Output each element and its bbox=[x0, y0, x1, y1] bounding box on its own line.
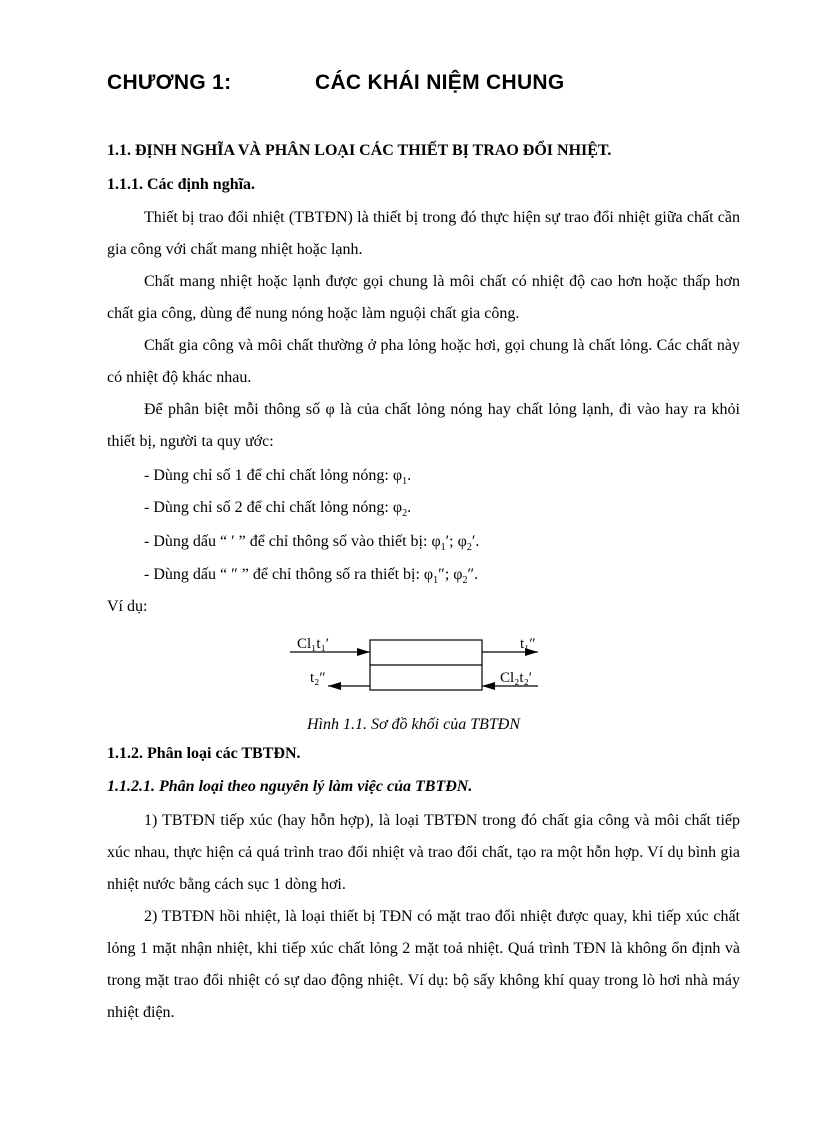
paragraph-convention-intro: Để phân biệt mỗi thông số φ là của chất lỏng nóng hay chất lỏng lạnh, đi vào hay ra khỏi thiết bị, người ta quy ước: bbox=[107, 401, 740, 450]
convention-item: - Dùng dấu “ ′ ” để chỉ thông số vào thiết bị: $\varphi_1'$; $\varphi_2'$. bbox=[144, 533, 480, 554]
example-label: Ví dụ: bbox=[107, 598, 148, 615]
section-1-1-2-1-heading: 1.1.2.1. Phân loại theo nguyên lý làm việc của TBTĐN. bbox=[107, 778, 473, 795]
cold-outlet-arrowhead bbox=[328, 682, 341, 690]
cold-inlet-arrowhead bbox=[482, 682, 495, 690]
convention-item: - Dùng dấu “ ″ ” để chỉ thông số ra thiết bị: $\varphi_1''$; $\varphi_2''$. bbox=[144, 566, 479, 587]
label-hot-inlet: Cl₁t₁′ bbox=[297, 636, 330, 652]
section-1-1-1-heading: 1.1.1. Các định nghĩa. bbox=[107, 176, 256, 193]
figure-caption: Hình 1.1. Sơ đồ khối của TBTĐN bbox=[307, 716, 520, 733]
paragraph-fluids: Chất gia công và môi chất thường ở pha lỏng hoặc hơi, gọi chung là chất lỏng. Các chất này có nhiệt độ khác nhau. bbox=[107, 337, 740, 386]
chapter-title: CÁC KHÁI NIỆM CHUNG bbox=[315, 71, 565, 94]
label-cold-outlet: t₂″ bbox=[310, 670, 326, 686]
paragraph-definition: Thiết bị trao đổi nhiệt (TBTĐN) là thiết bị trong đó thực hiện sự trao đổi nhiệt giữa chất cần gia công với chất mang nhiệt hoặc lạnh. bbox=[107, 209, 740, 258]
paragraph-contact-exchanger: 1) TBTĐN tiếp xúc (hay hỗn hợp), là loại TBTĐN trong đó chất gia công và môi chất tiếp xúc nhau, thực hiện cả quá trình trao đổi nhiệt và trao đổi chất, tạo ra một hỗn hợp. Ví dụ bình gia nhiệt nước bằng cách sục 1 dòng hơi. bbox=[107, 812, 740, 893]
paragraph-medium: Chất mang nhiệt hoặc lạnh được gọi chung là môi chất có nhiệt độ cao hơn hoặc thấp hơn chất gia công, dùng để nung nóng hoặc làm nguội chất gia công. bbox=[107, 273, 740, 322]
label-hot-outlet: t₁″ bbox=[520, 636, 536, 652]
convention-item: - Dùng chỉ số 2 để chỉ chất lỏng nóng: $\varphi_2$. bbox=[144, 499, 412, 520]
paragraph-regenerative-exchanger: 2) TBTĐN hồi nhiệt, là loại thiết bị TĐN có mặt trao đổi nhiệt được quay, khi tiếp xúc chất lỏng 1 mặt nhận nhiệt, khi tiếp xúc chất lỏng 2 mặt toả nhiệt. Quá trình TĐN là không ổn định và trong mặt trao đổi nhiệt có sự dao động nhiệt. Ví dụ: bộ sấy không khí quay trong lò hơi nhà máy nhiệt điện. bbox=[107, 908, 740, 1021]
label-cold-inlet: Cl₂t₂′ bbox=[500, 670, 533, 686]
heat-exchanger-block-diagram bbox=[290, 628, 550, 710]
section-1-1-heading: 1.1. ĐỊNH NGHĨA VÀ PHÂN LOẠI CÁC THIẾT BỊ TRAO ĐỔI NHIỆT. bbox=[107, 142, 612, 159]
convention-item: - Dùng chỉ số 1 để chỉ chất lỏng nóng: $\varphi_1$. bbox=[144, 467, 412, 488]
section-1-1-2-heading: 1.1.2. Phân loại các TBTĐN. bbox=[107, 745, 301, 762]
hot-inlet-arrowhead bbox=[357, 648, 370, 656]
chapter-number: CHƯƠNG 1: bbox=[107, 71, 232, 94]
chapter-heading bbox=[107, 71, 565, 95]
